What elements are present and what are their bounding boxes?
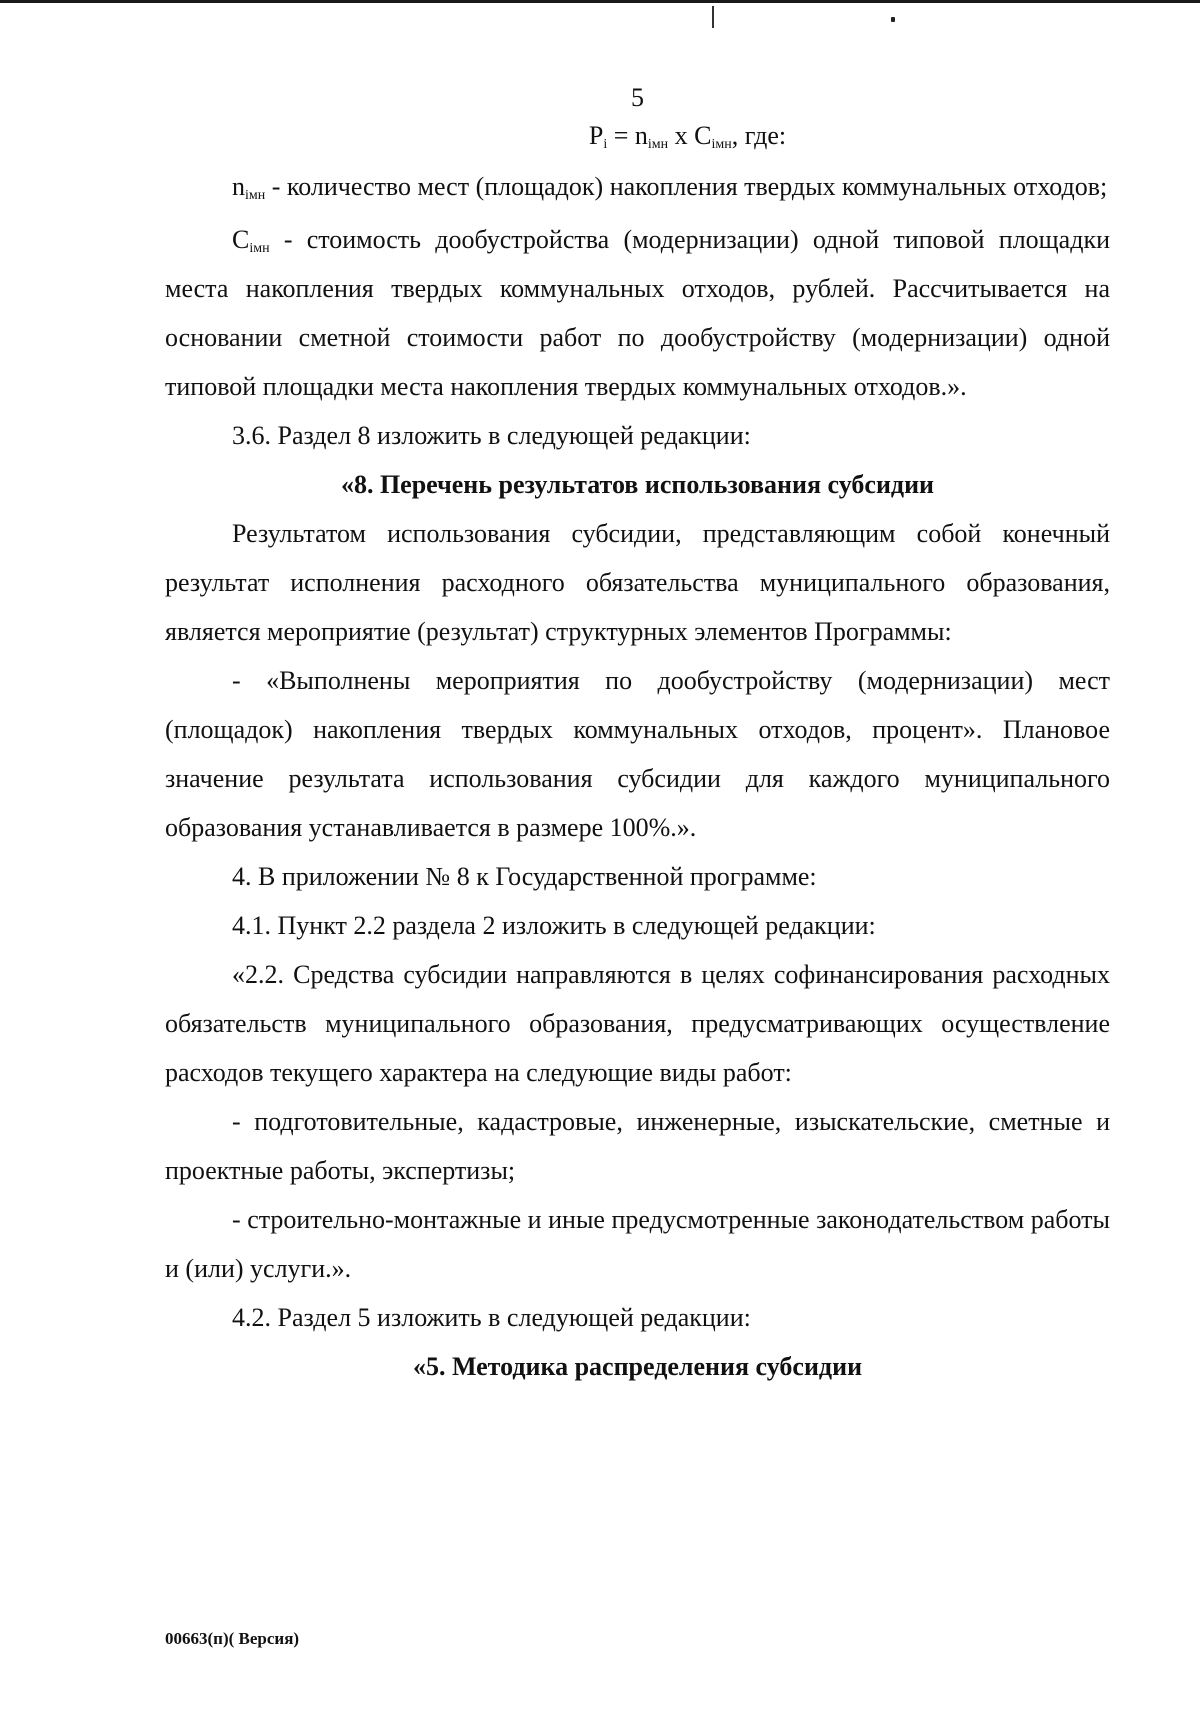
paragraph-result: Результатом использования субсидии, представляющим собой конечный результат исполнения расходного обязательства муниципального образования, является мероприятие (результат) структурных элементов Программы: (165, 519, 1110, 646)
formula-n-subscript: iмн (647, 137, 669, 152)
formula-c-subscript: iмн (711, 137, 732, 152)
paragraph-dash-result: - «Выполнены мероприятия по дообустройству (модернизации) мест (площадок) накопления твердых коммунальных отходов, процент». Плановое значение результата использования субсидии для каждого муниципального образования устанавливается в размере 100%.». (165, 666, 1110, 842)
paragraph-dash-prep: - подготовительные, кадастровые, инженерные, изыскательские, сметные и проектные работы, экспертизы; (165, 1107, 1110, 1185)
page-number: 5 (631, 83, 644, 112)
paragraph-4-1: 4.1. Пункт 2.2 раздела 2 изложить в следующей редакции: (232, 911, 876, 940)
formula-lhs: P (588, 121, 604, 150)
formula-times: x (668, 121, 695, 150)
section-heading-8: «8. Перечень результатов использования субсидии (340, 470, 935, 499)
document-page (165, 80, 1110, 1391)
paragraph-2-2: «2.2. Средства субсидии направляются в целях софинансирования расходных обязательств муниципального образования, предусматривающих осуществление расходов текущего характера на следующие виды работ: (165, 960, 1110, 1087)
definition-c-symbol: C (232, 225, 250, 254)
definition-n-subscript: iмн (245, 188, 266, 203)
definition-n (165, 162, 1110, 211)
scan-artifact-mark (712, 6, 714, 28)
formula-tail: , где: (731, 121, 787, 150)
paragraph-3-6: 3.6. Раздел 8 изложить в следующей редакции: (232, 421, 751, 450)
formula-c: C (694, 121, 712, 150)
definition-c (165, 215, 1110, 411)
paragraph-4-2: 4.2. Раздел 5 изложить в следующей редакции: (232, 1303, 751, 1332)
formula-lhs-subscript: i (603, 137, 608, 152)
formula-line (165, 116, 1110, 156)
formula-n: n (634, 121, 648, 150)
scan-border-line (0, 0, 1200, 3)
definition-n-symbol: n (232, 172, 245, 201)
paragraph-dash-build: - строительно-монтажные и иные предусмотренные законодательством работы и (или) услуги.». (165, 1205, 1110, 1283)
section-heading-5: «5. Методика распределения субсидии (412, 1352, 863, 1381)
paragraph-4: 4. В приложении № 8 к Государственной программе: (232, 862, 817, 891)
definition-n-text: - количество мест (площадок) накопления твердых коммунальных отходов; (265, 172, 1108, 201)
definition-c-subscript: iмн (249, 241, 270, 256)
formula-equals: = (607, 121, 635, 150)
scan-artifact-dot (891, 17, 895, 22)
document-footer-id: 00663(п)( Версия) (165, 1629, 300, 1648)
definition-c-text: - стоимость дообустройства (модернизации) одной типовой площадки места накопления твердых коммунальных отходов, рублей. Рассчитывается на основании сметной стоимости работ по дообустройству (модернизации) одной типовой площадки места накопления твердых коммунальных отходов.». (165, 225, 1110, 401)
